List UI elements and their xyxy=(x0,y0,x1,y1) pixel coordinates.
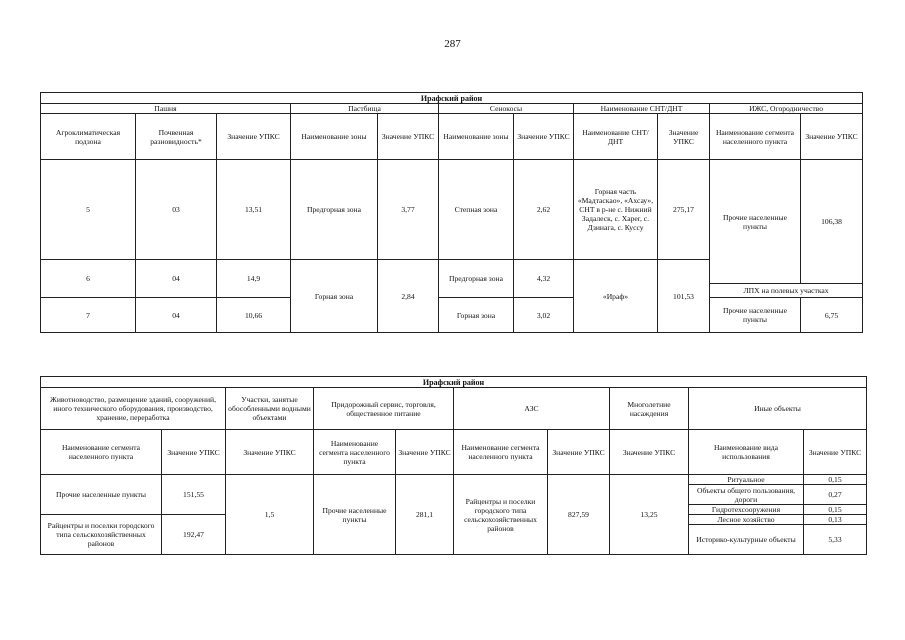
cell-perennial-value: 13,25 xyxy=(610,475,689,555)
cell-hay-zone: Предгорная зона xyxy=(439,260,514,298)
header-upks: Значение УПКС xyxy=(548,430,610,475)
page-number: 287 xyxy=(444,38,461,50)
header-zone: Агроклиматическая подзона xyxy=(41,114,136,160)
lph-label: ЛПХ на полевых участках xyxy=(710,284,863,298)
cell-snt-value: 101,53 xyxy=(658,260,710,333)
cell-other-name: Лесное хозяйство xyxy=(689,515,804,525)
group-water: Участки, занятые обособленными водными объектами xyxy=(226,388,314,430)
cell-livestock-segment: Прочие населенные пункты xyxy=(41,475,162,515)
cell-livestock-value: 151,55 xyxy=(162,475,226,515)
cell-livestock-segment: Райцентры и поселки городского типа сельскохозяйственных районов xyxy=(41,515,162,555)
group-pasture: Пастбища xyxy=(291,104,439,114)
header-upks: Значение УПКС xyxy=(378,114,439,160)
cell-snt-name: «Ираф» xyxy=(574,260,658,333)
cell-pasture-value: 3,77 xyxy=(378,160,439,260)
header-soil: Почвенная разновидность* xyxy=(136,114,217,160)
cell-water-value: 1,5 xyxy=(226,475,314,555)
cell-izhs-value: 106,38 xyxy=(801,160,863,284)
group-roadside: Придорожный сервис, торговля, общественное питание xyxy=(314,388,454,430)
cell-arable-value: 14,9 xyxy=(217,260,291,298)
cell-roadside-value: 281,1 xyxy=(396,475,454,555)
header-segment: Наименование сегмента населенного пункта xyxy=(710,114,801,160)
cell-arable-value: 13,51 xyxy=(217,160,291,260)
header-upks: Значение УПКС xyxy=(804,430,867,475)
cell-hay-zone: Степная зона xyxy=(439,160,514,260)
cell-hay-value: 2,62 xyxy=(514,160,574,260)
header-upks: Значение УПКС xyxy=(217,114,291,160)
cell-other-value: 0,27 xyxy=(804,485,867,505)
cell-lph-value: 6,75 xyxy=(801,298,863,333)
header-upks: Значение УПКС xyxy=(162,430,226,475)
cell-other-value: 0,15 xyxy=(804,505,867,515)
cell-other-value: 5,33 xyxy=(804,525,867,555)
cell-soil: 04 xyxy=(136,260,217,298)
cell-other-name: Объекты общего пользования, дороги xyxy=(689,485,804,505)
cell-zone: 7 xyxy=(41,298,136,333)
cell-livestock-value: 192,47 xyxy=(162,515,226,555)
header-upks: Значение УПКС xyxy=(801,114,863,160)
group-azs: АЗС xyxy=(454,388,610,430)
group-arable: Пашня xyxy=(41,104,291,114)
header-snt-name: Наименование СНТ/ДНТ xyxy=(574,114,658,160)
cell-soil: 04 xyxy=(136,298,217,333)
iraf-table-land xyxy=(40,92,863,333)
cell-snt-value: 275,17 xyxy=(658,160,710,260)
header-zone-name: Наименование зоны xyxy=(439,114,514,160)
cell-other-name: Ритуальное xyxy=(689,475,804,485)
group-other: Иные объекты xyxy=(689,388,867,430)
header-segment: Наименование сегмента населенного пункта xyxy=(41,430,162,475)
cell-hay-zone: Горная зона xyxy=(439,298,514,333)
header-upks: Значение УПКС xyxy=(610,430,689,475)
header-upks: Значение УПКС xyxy=(658,114,710,160)
header-use-type: Наименование вида использования xyxy=(689,430,804,475)
header-upks: Значение УПКС xyxy=(396,430,454,475)
cell-zone: 5 xyxy=(41,160,136,260)
cell-other-name: Гидротехсооружения xyxy=(689,505,804,515)
cell-arable-value: 10,66 xyxy=(217,298,291,333)
cell-other-value: 0,15 xyxy=(804,475,867,485)
group-hay: Сенокосы xyxy=(439,104,574,114)
cell-azs-value: 827,59 xyxy=(548,475,610,555)
group-livestock: Животноводство, размещение зданий, сооружений, иного технического оборудования, производство, хранение, переработка xyxy=(41,388,226,430)
cell-pasture-value: 2,84 xyxy=(378,260,439,333)
cell-lph-segment: Прочие населенные пункты xyxy=(710,298,801,333)
header-upks: Значение УПКС xyxy=(226,430,314,475)
iraf-table-objects xyxy=(40,376,867,555)
cell-roadside-segment: Прочие населенные пункты xyxy=(314,475,396,555)
group-perennial: Многолетние насаждения xyxy=(610,388,689,430)
cell-azs-segment: Райцентры и поселки городского типа сельскохозяйственных районов xyxy=(454,475,548,555)
cell-soil: 03 xyxy=(136,160,217,260)
header-segment: Наименование сегмента населенного пункта xyxy=(314,430,396,475)
cell-other-value: 0,13 xyxy=(804,515,867,525)
cell-zone: 6 xyxy=(41,260,136,298)
cell-hay-value: 4,32 xyxy=(514,260,574,298)
header-upks: Значение УПКС xyxy=(514,114,574,160)
header-segment: Наименование сегмента населенного пункта xyxy=(454,430,548,475)
table-title: Ирафский район xyxy=(41,93,863,104)
cell-snt-name: Горная часть «Мадтаскао», «Ахсау», СНТ в р-не с. Нижний Задалеск, с. Хаper, с. Дзинага, с. Куссу xyxy=(574,160,658,260)
group-snt: Наименование СНТ/ДНТ xyxy=(574,104,710,114)
group-izhs: ИЖС, Огородничество xyxy=(710,104,863,114)
cell-pasture-zone: Предгорная зона xyxy=(291,160,378,260)
cell-pasture-zone: Горная зона xyxy=(291,260,378,333)
cell-other-name: Историко-культурные объекты xyxy=(689,525,804,555)
table-title: Ирафский район xyxy=(41,377,867,388)
cell-izhs-segment: Прочие населенные пункты xyxy=(710,160,801,284)
header-zone-name: Наименование зоны xyxy=(291,114,378,160)
cell-hay-value: 3,02 xyxy=(514,298,574,333)
